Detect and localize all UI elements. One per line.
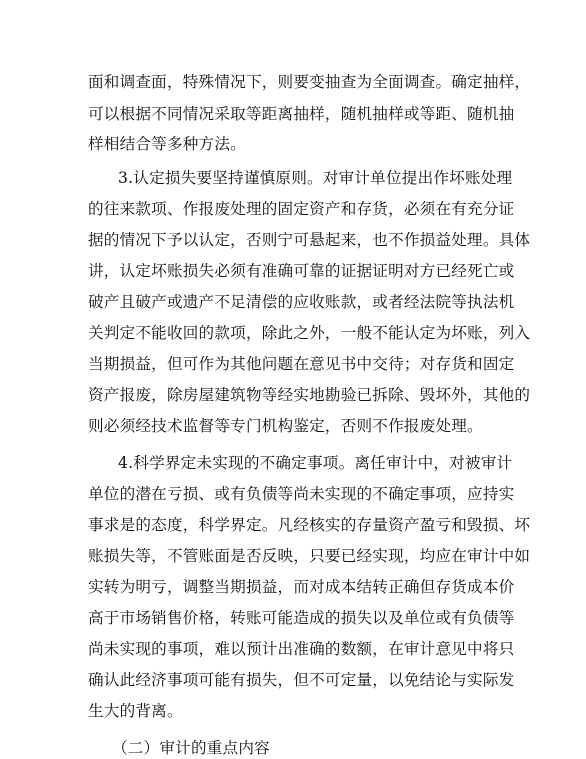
text-line: 关判定不能收回的款项，除此之外，一般不能认定为坏账，列入 [88,324,531,342]
text-line: 尚未实现的事项，难以预计出准确的数额，在审计意见中将只 [88,640,515,658]
text-line: 资产报废，除房屋建筑物等经实地勘验已拆除、毁坏外，其他的 [88,386,531,404]
text-line: 讲，认定坏账损失必须有准确可靠的证据证明对方已经死亡或 [88,262,515,280]
text-line: 样相结合等多种方法。 [88,135,246,153]
text-line: 3.认定损失要坚持谨慎原则。对审计单位提出作坏账处理 [118,169,513,187]
text-line: 据的情况下予以认定，否则宁可悬起来，也不作损益处理。具体 [88,231,531,249]
text-line: 破产且破产或遗产不足清偿的应收账款，或者经法院等执法机 [88,293,515,311]
text-line: 4.科学界定未实现的不确定事项。离任审计中，对被审计 [118,454,513,472]
heading-text: （二）审计的重点内容 [112,739,270,757]
text-line: 账损失等，不管账面是否反映，只要已经实现，均应在审计中如 [88,547,531,565]
text-line: 当期损益，但可作为其他问题在意见书中交待；对存货和固定 [88,355,515,373]
text-line: 则必须经技术监督等专门机构鉴定，否则不作报废处理。 [88,417,483,435]
text-line: 生大的背离。 [88,702,183,720]
text-line: 事求是的态度，科学界定。凡经核实的存量资产盈亏和毁损、坏 [88,516,531,534]
text-line: 单位的潜在亏损、或有负债等尚未实现的不确定事项，应持实 [88,485,515,503]
text-line: 实转为明亏，调整当期损益，而对成本结转正确但存货成本价 [88,578,515,596]
text-line: 面和调查面，特殊情况下，则要变抽查为全面调查。确定抽样， [88,73,531,91]
text-line: 确认此经济事项可能有损失，但不可定量，以免结论与实际发 [88,671,515,689]
text-line: 高于市场销售价格，转账可能造成的损失以及单位或有负债等 [88,609,515,627]
text-line: 的往来款项、作报废处理的固定资产和存货，必须在有充分证 [88,200,515,218]
text-line: 可以根据不同情况采取等距离抽样，随机抽样或等距、随机抽 [88,105,515,123]
